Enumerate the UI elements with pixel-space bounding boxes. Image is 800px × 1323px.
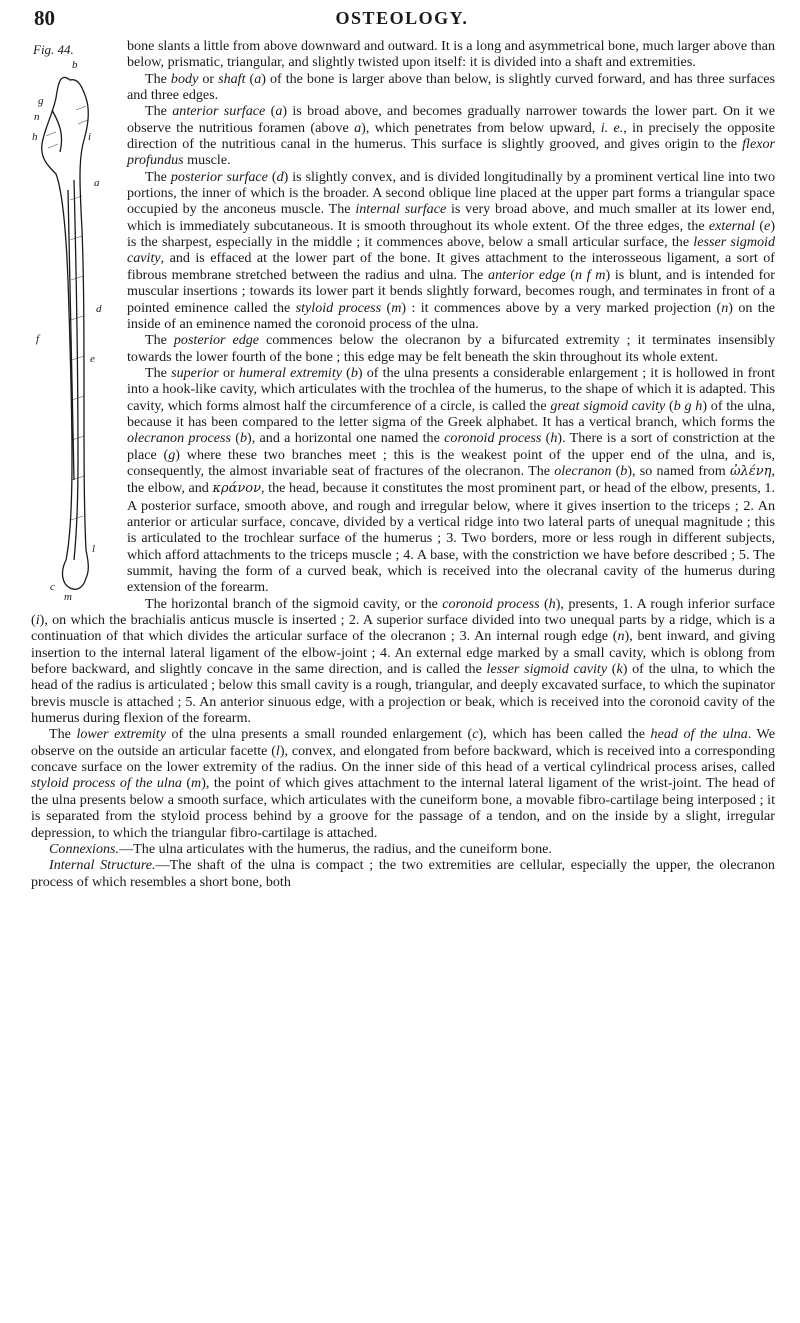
paragraph [31, 103, 775, 168]
italic-term: b g h [673, 397, 703, 414]
figure-letter-b: b [72, 59, 78, 71]
italic-term: olecranon [554, 462, 612, 479]
text-run: The [49, 726, 77, 743]
italic-term: body [170, 70, 199, 87]
figure-letter-g: g [38, 95, 44, 107]
text-run: ), which has been called the [478, 726, 651, 743]
italic-term: d [276, 168, 284, 185]
italic-term: e [764, 217, 771, 234]
text-run: , the head, because it constitutes the most prominent part, or head of the elbow, presents, 1. A posterior surface, smooth above, and rough and irregular below, where it gives insertion to the triceps ; 2. An anterior or articular surface, concave, divided by a vertical ridge into two lateral parts of unequal magnitude ; this is articulated to the trochlear surface of the humerus ; 3. Two borders, more or less rough in different subjects, which afford attachments to the triceps muscle ; 4. A base, with the constriction we have before described ; 5. The summit, having the form of a curved beak, which is received into the olecranal cavity of the humerus during extension of the forearm. [127, 480, 775, 596]
italic-term: i [35, 612, 40, 629]
figure-float-space [31, 38, 121, 603]
text-run: ) of the ulna, because it has been compared to the letter sigma of the Greek alphabet. It has a vertical branch, which forms the [127, 397, 776, 430]
figure-letter-n: n [34, 111, 40, 123]
paragraph [31, 365, 775, 596]
figure-caption: Fig. 44. [33, 42, 74, 57]
italic-term: a [354, 119, 362, 136]
italic-term: h [550, 430, 558, 447]
text-run: ( [381, 299, 392, 316]
italic-term: lesser sigmoid cavity [127, 234, 776, 267]
text-run: The horizontal branch of the sigmoid cavity, or the [145, 595, 443, 612]
italic-term: posterior surface [170, 168, 268, 185]
italic-term: lesser sigmoid cavity [486, 661, 608, 678]
italic-term: anterior surface [172, 103, 266, 120]
text-run: ( [230, 430, 240, 447]
text-run: ), so named from [627, 462, 730, 479]
italic-term: i. e. [600, 119, 624, 136]
figure-letter-a: a [94, 177, 100, 189]
text-run: ) where these two branches meet ; this is the weakest point of the upper end of the ulna, and is, consequently, the almost invariable seat of fractures of the olecranon. The [127, 446, 776, 479]
figure-letter-i: i [88, 131, 92, 143]
greek-word: κράνον [212, 481, 262, 497]
italic-term: olecranon process [127, 430, 231, 447]
text-run: ), and a horizontal one named the [247, 430, 445, 447]
text-run: ) : it commences above by a very marked projection ( [401, 299, 722, 316]
italic-term: c [472, 726, 479, 743]
italic-term: lower extremity [76, 726, 166, 743]
text-run: ) of the bone is larger above than below, is slightly curved forward, and has three surfaces and three edges. [127, 70, 775, 104]
italic-term: m [191, 775, 202, 792]
text-run: ( [665, 397, 674, 414]
text-run: ( [611, 462, 621, 479]
figure-letter-m: m [64, 591, 72, 600]
text-run: ), bent inward, and giving insertion to the internal lateral ligament of the elbow-joint ; 4. An external edge marked by a small cavity, which is oblong from before backward, and slightly concave in the same direction, and is called the [31, 628, 775, 678]
text-run: ) is the sharpest, especially in the middle ; it commences above, below a small articular surface, the [127, 217, 776, 251]
italic-term: h [548, 595, 556, 612]
text-run: ) is blunt, and is intended for muscular insertions ; towards its lower part it bends slightly forward, becomes rough, and terminates in front of a pointed eminence called the [127, 266, 776, 316]
italic-term: flexor profundus [127, 136, 775, 169]
greek-word: ὠλένη [729, 463, 772, 479]
text-run: The [145, 70, 171, 87]
paragraph [31, 841, 775, 857]
text-run: ( [342, 364, 351, 381]
paragraph [31, 857, 775, 890]
figure-letter-l: l [92, 543, 96, 555]
paragraph [31, 38, 775, 71]
italic-term: a [254, 70, 262, 87]
running-head: OSTEOLOGY. [335, 8, 469, 28]
italic-term: head of the ulna [650, 726, 748, 743]
italic-term: l [275, 742, 280, 759]
figure-letter-e: e [90, 353, 95, 365]
italic-term: styloid process [295, 299, 382, 316]
italic-term: g [168, 446, 176, 463]
italic-term: b [239, 430, 248, 447]
text-run: is very broad above, and much smaller at its lower end, which is immediately subcutaneous. It is smooth throughout its whole extent. Of the three edges, the [127, 201, 775, 234]
text-run: ) is broad above, and becomes gradually narrower towards the lower part. On it we observe the nutritious foramen (above [127, 103, 775, 136]
italic-term: b [620, 462, 628, 479]
text-run: ). There is a sort of constriction at the place ( [127, 430, 775, 463]
italic-term: shaft [218, 70, 246, 87]
text-run: ), convex, and elongated from before backward, which is received into a corresponding concave surface on the lower extremity of the radius. On the inner side of this head of a vertical cylindrical process arises, called [31, 742, 775, 776]
italic-term: coronoid process [444, 430, 542, 447]
text-run: The [145, 103, 173, 120]
text-run: ) of the ulna, to which the head of the radius is articulated ; below this small cavity is a rough, triangular, and deeply excavated surface, to which the supinator brevis muscle is attached ; 5. An anterior sinuous edge, with a projection or beak, which is received into the coronoid cavity of the humerus during flexion of the forearm. [31, 661, 775, 727]
text-run: —The shaft of the ulna is compact ; the two extremities are cellular, especially the upper, the olecranon process of which resembles a short bone, both [31, 857, 775, 890]
italic-term: n f m [574, 266, 606, 283]
text-run: or [198, 70, 219, 87]
text-run: , the elbow, and [127, 462, 775, 497]
text-run: ) is slightly convex, and is divided longitudinally by a prominent vertical line into two portions, the inner of which is the broader. A second oblique line placed at the upper part forms a triangular space occupied by the anconeus muscle. The [127, 168, 776, 218]
italic-term: m [391, 299, 402, 316]
italic-term: internal surface [355, 201, 447, 218]
italic-term: n [617, 628, 625, 645]
italic-term: great sigmoid cavity [550, 397, 666, 414]
text-run: , in precisely the opposite direction of the nutritious canal in the humerus. This surface is slightly grooved, and gives origin to the [127, 119, 775, 153]
text-run: ( [539, 595, 549, 612]
page-header [34, 6, 770, 32]
italic-term: k [616, 661, 623, 678]
text-run: muscle. [183, 152, 231, 169]
figure-letter-h: h [32, 131, 38, 143]
page-number: 80 [34, 6, 55, 30]
text-run: bone slants a little from above downward and outward. It is a long and asymmetrical bone, much larger above than below, prismatic, triangular, and slightly twisted upon itself: it is divided into a shaft and extremities. [127, 38, 775, 71]
italic-term: posterior edge [173, 332, 260, 349]
text-run: ( [181, 775, 192, 792]
figure-letter-c: c [50, 581, 55, 593]
italic-term: anterior edge [488, 266, 566, 283]
text-run: . We observe on the outside an articular facette ( [31, 726, 775, 759]
text-run: ( [267, 168, 277, 185]
text-run: —The ulna articulates with the humerus, the radius, and the cuneiform bone. [119, 840, 552, 857]
italic-term: Connexions. [49, 840, 120, 857]
paragraph [31, 332, 775, 365]
text-run: of the ulna presents a small rounded enlargement ( [165, 726, 473, 743]
italic-term: superior [171, 364, 219, 381]
text-run: ) of the ulna presents a considerable enlargement ; it is hollowed in front into a hook-like cavity, which articulates with the trochlea of the humerus, to the shape of which it is adapted. This cavity, which forms almost half the circumference of a circle, is called the [127, 364, 775, 414]
figure-letter-f: f [36, 333, 40, 345]
text-run: ( [541, 430, 551, 447]
text-run: ), which penetrates from below upward, [361, 119, 601, 136]
paragraph [31, 169, 775, 332]
text-run: ( [755, 217, 765, 234]
text-run: The [145, 168, 171, 185]
italic-term: n [721, 299, 729, 316]
italic-term: external [708, 217, 756, 234]
body-text [31, 38, 775, 890]
paragraph [31, 726, 775, 840]
text-run: ( [565, 266, 575, 283]
figure-letter-d: d [96, 303, 102, 315]
text-run: The [145, 364, 172, 381]
text-run: ( [245, 70, 255, 87]
italic-term: styloid process of the ulna [31, 775, 182, 792]
text-run: ), on which the brachialis anticus muscle is inserted ; 2. A superior surface divided into two unequal parts by a ridge, which is a continuation of that which divides the articular surface of the olecranon ; 3. An internal rough edge ( [31, 612, 775, 645]
italic-term: Internal Structure. [49, 857, 156, 874]
text-run: ), presents, 1. A rough inferior surface ( [31, 595, 775, 629]
text-run: ) on the inside of an eminence named the coronoid process of the ulna. [127, 299, 776, 332]
paragraph [31, 596, 775, 727]
italic-term: humeral extremity [238, 364, 342, 381]
text-run: The [145, 332, 174, 349]
text-run: commences below the olecranon by a bifurcated extremity ; it terminates insensibly towards the lower fourth of the bone ; this edge may be felt beneath the skin throughout its whole extent. [127, 332, 776, 365]
text-run: ), the point of which gives attachment to the internal lateral ligament of the wrist-joint. The head of the ulna presents below a smooth surface, which articulates with the cuneiform bone, a movable fibro-cartilage being interposed ; it is separated from the styloid process behind by a groove for the passage of a tendon, and on the inside by a slight, irregular depression, to which the triangular fibro-cartilage is attached. [31, 775, 776, 841]
text-run: ( [265, 103, 276, 120]
text-run: , and is effaced at the lower part of the bone. It gives attachment to the interosseous ligament, a sort of fibrous membrane stretched between the radius and ulna. The [127, 250, 775, 283]
text-run: or [218, 364, 239, 381]
paragraph [31, 71, 775, 104]
italic-term: b [350, 364, 358, 381]
text-run: ( [607, 661, 617, 678]
italic-term: a [275, 103, 283, 120]
italic-term: coronoid process [442, 595, 540, 612]
